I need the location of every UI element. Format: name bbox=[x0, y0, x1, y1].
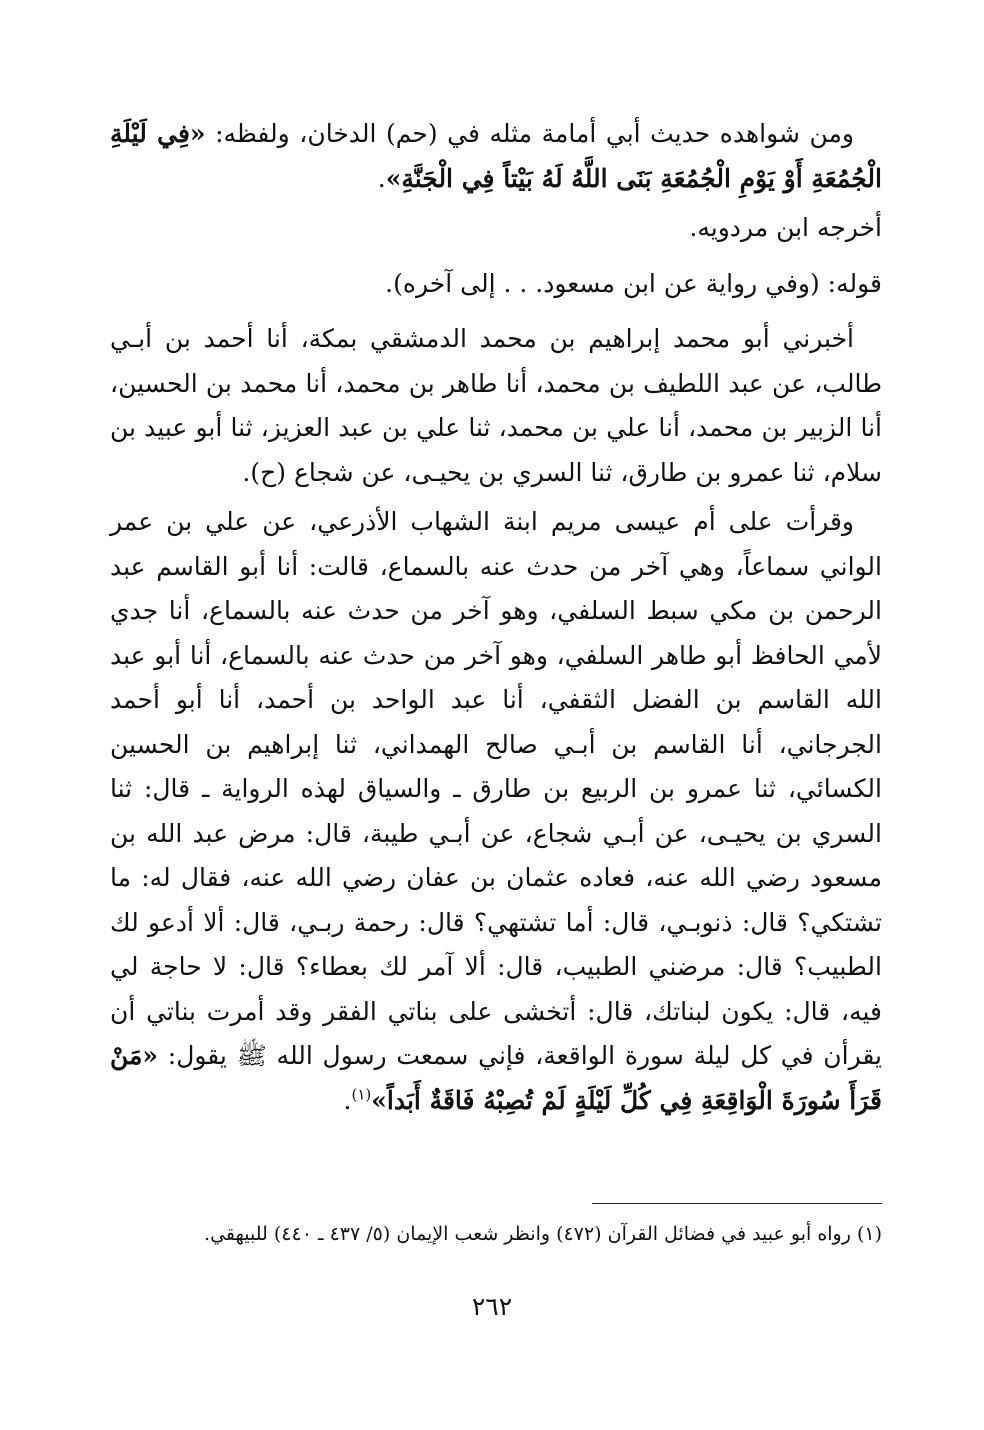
footnote: (١) رواه أبو عبيد في فضائل القرآن (٤٧٢) وانظر شعب الإيمان (٥/ ٤٣٧ ـ ٤٤٠) للبيهقي. bbox=[204, 1223, 882, 1245]
page-body bbox=[110, 112, 882, 1128]
page-number: ٢٦٢ bbox=[471, 1292, 513, 1321]
paragraph-qawluhu: قوله: (وفي رواية عن ابن مسعود. . . إلى آخره). bbox=[385, 268, 882, 298]
paragraph-text: ومن شواهده حديث أبي أمامة مثله في (حم) الدخان، ولفظه: bbox=[205, 119, 854, 148]
paragraph-text: وقرأت على أم عيسى مريم ابنة الشهاب الأذرعي، عن علي بن عمر الواني سماعاً، وهي آخر من حدث عنه بالسماع، قالت: أنا أبو القاسم عبد الرحمن بن مكي سبط السلفي، وهو آخر من حدث عنه بالسماع، أنا جدي لأمي الحافظ أبو طاهر السلفي، وهو آخر من حدث عنه بالسماع، أنا أبو عبد الله القاسم بن الفضل الثقفي، أنا عبد الواحد بن أحمد، أنا أبو أحمد الجرجاني، أنا القاسم بن أبـي صالح الهمداني، ثنا إبراهيم بن الحسين الكسائي، ثنا عمرو بن الربيع بن طارق ـ والسياق لهذه الرواية ـ قال: ثنا السري بن يحيـى، عن أبـي شجاع، عن أبـي طيبة، قال: مرض عبد الله بن مسعود رضي الله عنه، فعاده عثمان بن عفان رضي الله عنه، فقال له: ما تشتكي؟ قال: ذنوبـي، قال: أما تشتهي؟ قال: رحمة ربـي، قال: ألا أدعو لك الطبيب؟ قال: مرضني الطبيب، قال: ألا آمر لك بعطاء؟ قال: لا حاجة لي فيه، قال: يكون لبناتك، قال: أتخشى على بناتي الفقر وقد أمرت بناتي أن يقرأن في كل ليلة سورة الواقعة، فإني سمعت رسول الله ﷺ يقول: bbox=[110, 507, 882, 1070]
footnote-divider bbox=[592, 1203, 882, 1204]
hadith-quote: «مَنْ قَرَأَ سُورَةَ الْوَاقِعَةِ فِي كُلِّ لَيْلَةٍ لَمْ تُصِبْهُ فَاقَةٌ أَبَداً» bbox=[110, 1041, 882, 1115]
footnote-reference[interactable]: (١) bbox=[351, 1085, 372, 1104]
paragraph-shawahid bbox=[110, 112, 882, 201]
paragraph-riwaya bbox=[110, 500, 882, 1123]
paragraph-isnad: أخبرني أبو محمد إبراهيم بن محمد الدمشقي بمكة، أنا أحمد بن أبـي طالب، عن عبد اللطيف بن محمد، أنا طاهر بن محمد، أنا محمد بن الحسين، أنا الزبير بن محمد، أنا علي بن محمد، ثنا علي بن عبد العزيز، ثنا أبو عبيد بن سلام، ثنا عمرو بن طارق، ثنا السري بن يحيـى، عن شجاع (ح). bbox=[110, 324, 882, 487]
paragraph-end: . bbox=[377, 163, 386, 193]
hadith-quote: «فِي لَيْلَةِ الْجُمُعَةِ أَوْ يَوْمِ الْجُمُعَةِ بَنَى اللَّهُ لَهُ بَيْتاً فِي الْجَنَّةِ» bbox=[110, 119, 882, 193]
paragraph-takhrij: أخرجه ابن مردويه. bbox=[689, 213, 882, 242]
paragraph-end: . bbox=[343, 1085, 352, 1115]
